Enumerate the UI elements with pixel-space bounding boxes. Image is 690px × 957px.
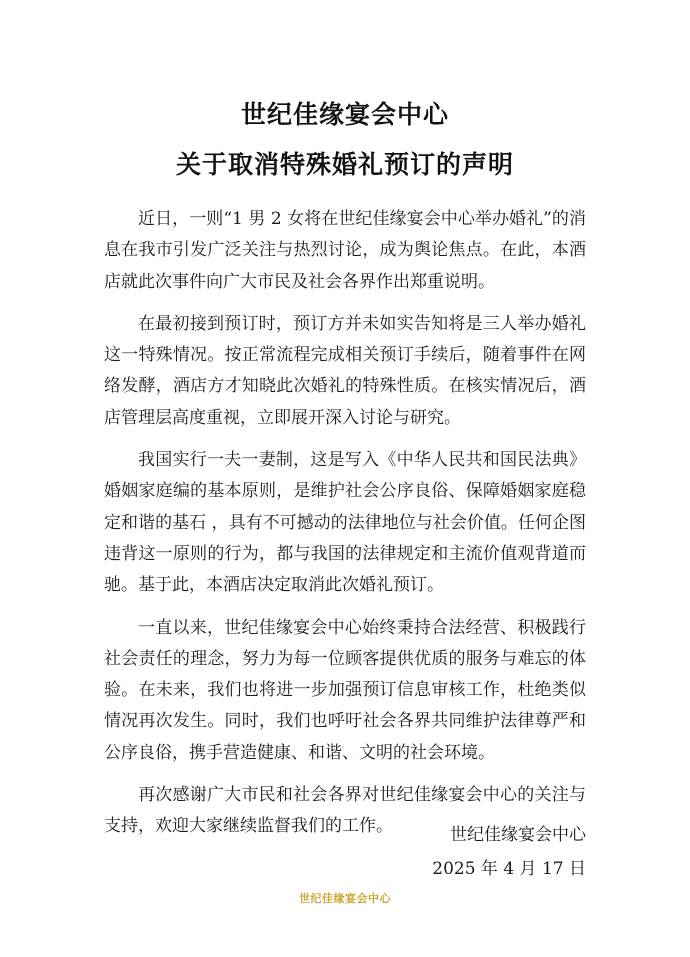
- paragraph-5: 再次感谢广大市民和社会各界对世纪佳缘宴会中心的关注与支持，欢迎大家继续监督我们的工作。: [104, 785, 586, 837]
- statement-body: [104, 204, 586, 854]
- paragraph-4: 一直以来，世纪佳缘宴会中心始终秉持合法经营、积极践行社会责任的理念，努力为每一位顾客提供优质的服务与难忘的体验。在未来，我们也将进一步加强预订信息审核工作，杜绝类似情况再次发生。同时，我们也呼吁社会各界共同维护法律尊严和公序良俗，携手营造健康、和谐、文明的社会环境。: [104, 617, 586, 763]
- paragraph-1: 近日，一则“1 男 2 女将在世纪佳缘宴会中心举办婚礼”的消息在我市引发广泛关注与热烈讨论，成为舆论焦点。在此，本酒店就此次事件向广大市民及社会各界作出郑重说明。: [104, 209, 586, 292]
- paragraph-3: 我国实行一夫一妻制，这是写入《中华人民共和国民法典》婚姻家庭编的基本原则，是维护社会公序良俗、保障婚姻家庭稳定和谐的基石 ，具有不可撼动的法律地位与社会价值。任何企图违背这一原则的行为，都与我国的法律规定和主流价值观背道而驰。基于此，本酒店决定取消此次婚礼预订。: [104, 450, 586, 596]
- signature-date: 2025 年 4 月 17 日: [432, 859, 586, 879]
- page-title: 世纪佳缘宴会中心: [240, 100, 449, 129]
- signature-organization: 世纪佳缘宴会中心: [450, 825, 586, 845]
- page-subtitle: 关于取消特殊婚礼预订的声明: [175, 150, 514, 179]
- footer-watermark: 世纪佳缘宴会中心: [299, 892, 391, 905]
- paragraph-2: 在最初接到预订时，预订方并未如实告知将是三人举办婚礼这一特殊情况。按正常流程完成相关预订手续后，随着事件在网络发酵，酒店方才知晓此次婚礼的特殊性质。在核实情况后，酒店管理层高度重视，立即展开深入讨论与研究。: [104, 313, 586, 428]
